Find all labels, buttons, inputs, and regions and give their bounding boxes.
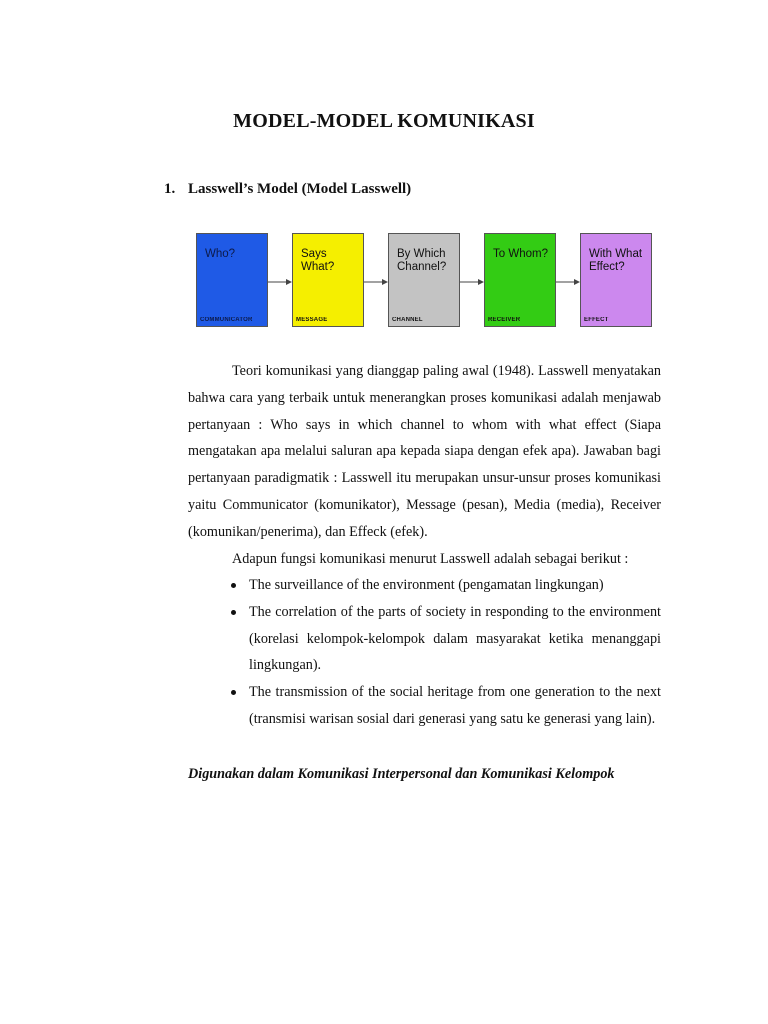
diagram-box-effect [580, 233, 652, 327]
lasswell-diagram [196, 233, 654, 329]
diagram-box-receiver [484, 233, 556, 327]
diagram-box-question: With What Effect? [589, 248, 643, 273]
bullet-icon [231, 690, 236, 695]
bullet-icon [231, 610, 236, 615]
diagram-box-channel [388, 233, 460, 327]
diagram-box-caption: EFFECT [584, 317, 609, 323]
diagram-box-message [292, 233, 364, 327]
paragraph-functions-lead: Adapun fungsi komunikasi menurut Lasswell adalah sebagai berikut : [232, 550, 629, 567]
diagram-box-caption: COMMUNICATOR [200, 317, 253, 323]
page-title: MODEL-MODEL KOMUNIKASI [233, 110, 535, 132]
diagram-box-question: Who? [205, 248, 236, 260]
arrow-right-icon [556, 278, 580, 286]
section-heading-text: Lasswell’s Model (Model Lasswell) [188, 181, 412, 197]
diagram-box-caption: MESSAGE [296, 317, 328, 323]
list-item-text: The surveillance of the environment (pengamatan lingkungan) [249, 577, 604, 593]
diagram-box-question: To Whom? [493, 248, 548, 260]
list-item-text: The correlation of the parts of society in responding to the environment (korelasi kelompok-kelompok dalam masyarakat ketika menanggapi lingkungan). [249, 603, 661, 674]
body-text [188, 358, 661, 572]
functions-list [188, 572, 661, 733]
diagram-box-caption: CHANNEL [392, 317, 423, 323]
list-item-text: The transmission of the social heritage from one generation to the next (transmisi warisan sosial dari generasi yang satu ke generasi yang lain). [249, 684, 661, 727]
section-number: 1. [164, 181, 176, 197]
list-item [188, 599, 661, 679]
section-heading [164, 181, 411, 198]
diagram-box-question: By Which Channel? [397, 248, 447, 273]
list-item [188, 679, 661, 733]
diagram-box-caption: RECEIVER [488, 317, 521, 323]
list-item [188, 572, 661, 599]
bullet-icon [231, 583, 236, 588]
arrow-right-icon [460, 278, 484, 286]
closing-note: Digunakan dalam Komunikasi Interpersonal dan Komunikasi Kelompok [188, 766, 615, 782]
diagram-box-question: Says What? [301, 248, 335, 273]
diagram-box-communicator [196, 233, 268, 327]
arrow-right-icon [268, 278, 292, 286]
arrow-right-icon [364, 278, 388, 286]
paragraph-intro: Teori komunikasi yang dianggap paling awal (1948). Lasswell menyatakan bahwa cara yang terbaik untuk menerangkan proses komunikasi adalah menjawab pertanyaan : Who says in which channel to whom with what effect (Siapa mengatakan apa melalui saluran apa kepada siapa dengan efek apa). Jawaban bagi pertanyaan paradigmatik : Lasswell itu merupakan unsur-unsur proses komunikasi yaitu Communicator (komunikator), Message (pesan), Media (media), Receiver (komunikan/penerima), dan Effeck (efek). [188, 363, 661, 540]
